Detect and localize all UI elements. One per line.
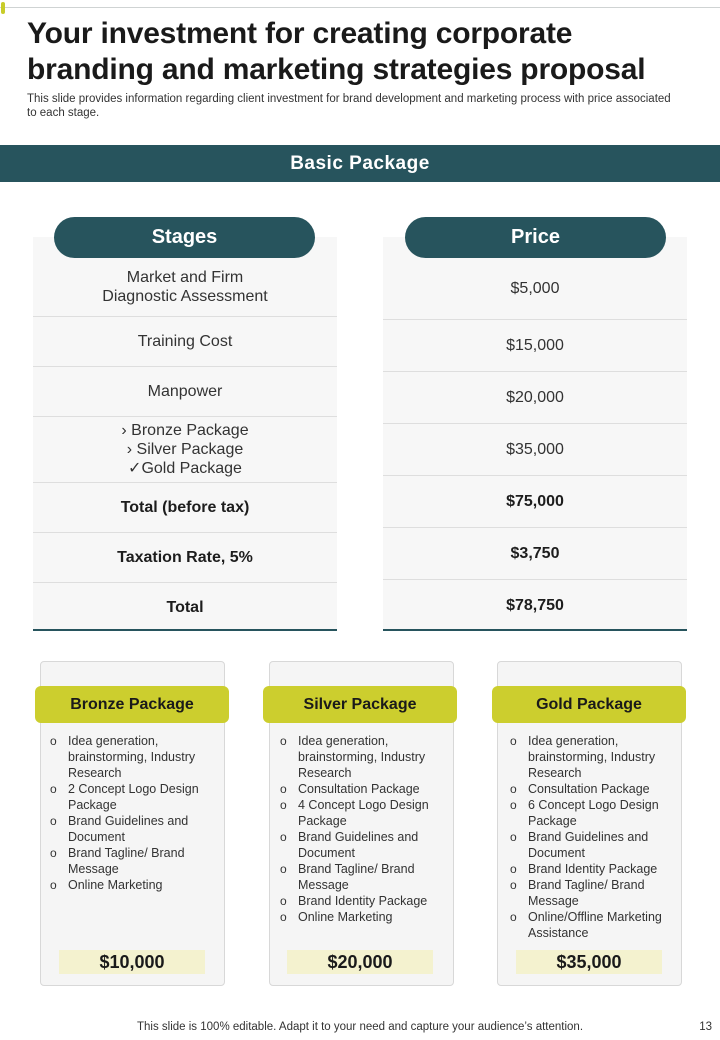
stage-cell-packages [33,417,337,483]
price-text: $5,000 [510,280,560,297]
silver-package-title: Silver Package [263,686,457,723]
list-item: o Brand Identity Package [509,861,677,877]
package-option: › Silver Package [126,441,244,458]
top-rule [0,7,720,8]
basic-package-band: Basic Package [0,145,720,182]
slide-subtitle: This slide provides information regarding client investment for brand development and marketing process with price associated to each stage. [27,93,671,119]
gold-package-title: Gold Package [492,686,686,723]
stage-cell [33,533,337,583]
stage-text: Total (before tax) [120,499,250,516]
price-text: $35,000 [506,441,564,458]
price-cell [383,372,687,424]
list-item: o Online Marketing [49,877,219,893]
page-number: 13 [699,1021,712,1033]
slide-title: Your investment for creating corporate branding and marketing strategies proposal [27,17,646,86]
package-option: › Bronze Package [121,422,249,439]
stage-cell [33,583,337,631]
list-item: o Idea generation, brainstorming, Industry Research [509,733,677,781]
stage-cell [33,367,337,417]
list-item: o Idea generation, brainstorming, Industry Research [49,733,219,781]
package-option-selected: ✓Gold Package [128,460,242,477]
price-text: $75,000 [506,493,564,510]
list-item: o Brand Tagline/ Brand Message [49,845,219,877]
price-text: $20,000 [506,389,564,406]
list-item: o Idea generation, brainstorming, Industry Research [279,733,449,781]
price-cell [383,424,687,476]
price-cell [383,528,687,580]
price-cell [383,320,687,372]
list-item: o Brand Identity Package [279,893,449,909]
price-text: $3,750 [510,545,560,562]
bronze-package-features [49,733,219,893]
footer-note: This slide is 100% editable. Adapt it to your need and capture your audience’s attention. [136,1021,584,1033]
stage-text: Market and Firm [126,269,244,286]
price-cell [383,258,687,320]
stage-text: Total [166,598,204,616]
list-item: o Brand Tagline/ Brand Message [279,861,449,893]
list-item: o Brand Guidelines and Document [279,829,449,861]
stage-cell [33,258,337,317]
stage-text: Taxation Rate, 5% [117,549,253,566]
price-header: Price [405,217,666,258]
stage-cell [33,317,337,367]
bronze-package-price: $10,000 [59,950,205,974]
silver-package-features [279,733,449,925]
list-item: o 6 Concept Logo Design Package [509,797,677,829]
list-item: o Online Marketing [279,909,449,925]
list-item: o 2 Concept Logo Design Package [49,781,219,813]
price-text: $78,750 [506,597,564,614]
stage-cell [33,483,337,533]
gold-package-features [509,733,677,941]
silver-package-price: $20,000 [287,950,433,974]
price-cell [383,476,687,528]
stages-header: Stages [54,217,315,258]
price-cell [383,580,687,631]
list-item: o Brand Guidelines and Document [509,829,677,861]
stage-text: Training Cost [137,333,233,350]
list-item: o 4 Concept Logo Design Package [279,797,449,829]
corner-accent [1,2,5,14]
stage-text: Manpower [147,383,223,400]
list-item: o Brand Guidelines and Document [49,813,219,845]
list-item: o Brand Tagline/ Brand Message [509,877,677,909]
bronze-package-title: Bronze Package [35,686,229,723]
price-text: $15,000 [506,337,564,354]
list-item: o Consultation Package [279,781,449,797]
stage-text: Diagnostic Assessment [102,288,268,305]
list-item: o Online/Offline Marketing Assistance [509,909,677,941]
gold-package-price: $35,000 [516,950,662,974]
list-item: o Consultation Package [509,781,677,797]
